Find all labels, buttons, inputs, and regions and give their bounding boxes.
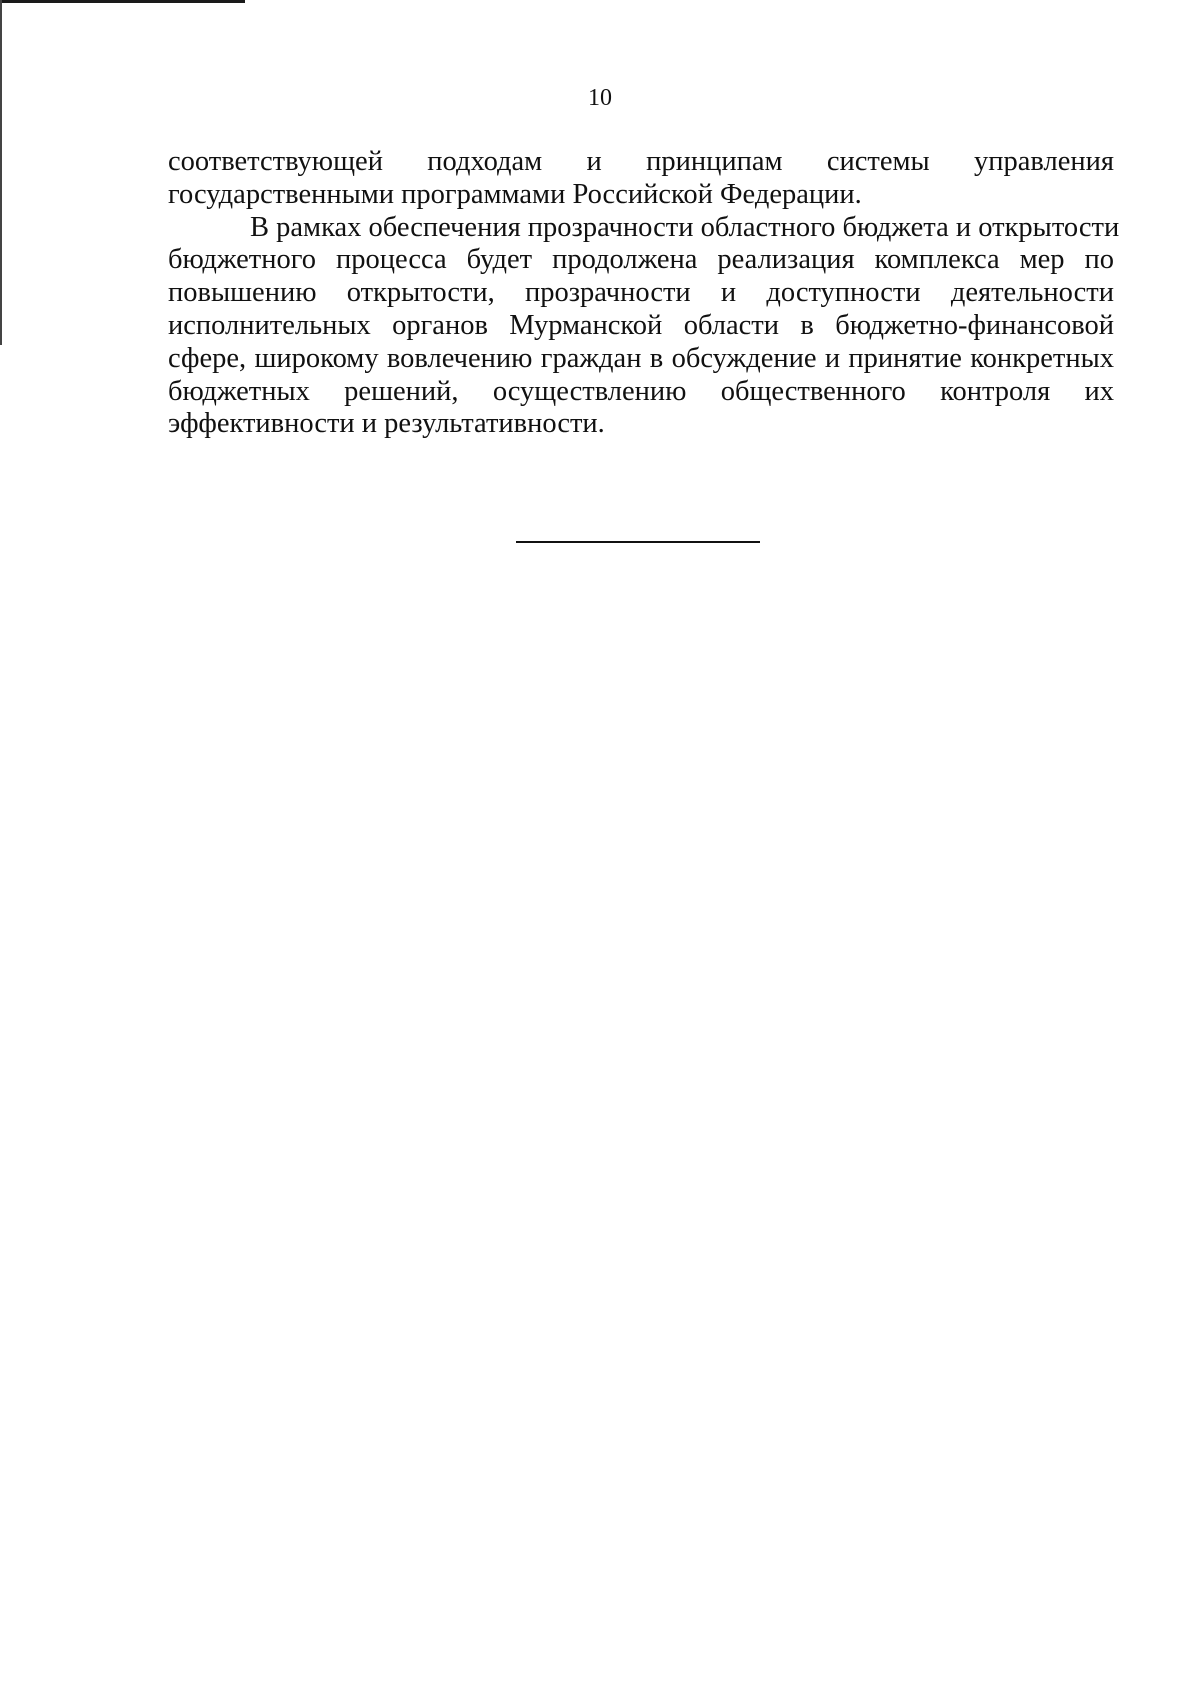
text-line: сфере, широкому вовлечению граждан в обсуждение и принятие конкретных (168, 342, 1114, 374)
text-line: повышению открытости, прозрачности и доступности деятельности (168, 277, 1114, 309)
text-line: исполнительных органов Мурманской области в бюджетно-финансовой (168, 309, 1114, 341)
text-line: эффективности и результативности. (168, 408, 605, 440)
text-line: государственными программами Российской Федерации. (168, 178, 862, 210)
page-number: 10 (588, 85, 612, 111)
scan-edge-mark (0, 0, 245, 3)
paragraph (168, 146, 1114, 212)
document-body (168, 146, 1120, 441)
text-line: В рамках обеспечения прозрачности областного бюджета и открытости (250, 211, 1120, 243)
scan-edge-mark (0, 0, 2, 345)
text-line: бюджетных решений, осуществлению общественного контроля их (168, 375, 1114, 407)
text-line: соответствующей подходам и принципам системы управления (168, 146, 1114, 177)
end-of-text-rule (516, 541, 760, 543)
paragraph (168, 211, 1120, 442)
text-line: бюджетного процесса будет продолжена реализация комплекса мер по (168, 244, 1114, 276)
